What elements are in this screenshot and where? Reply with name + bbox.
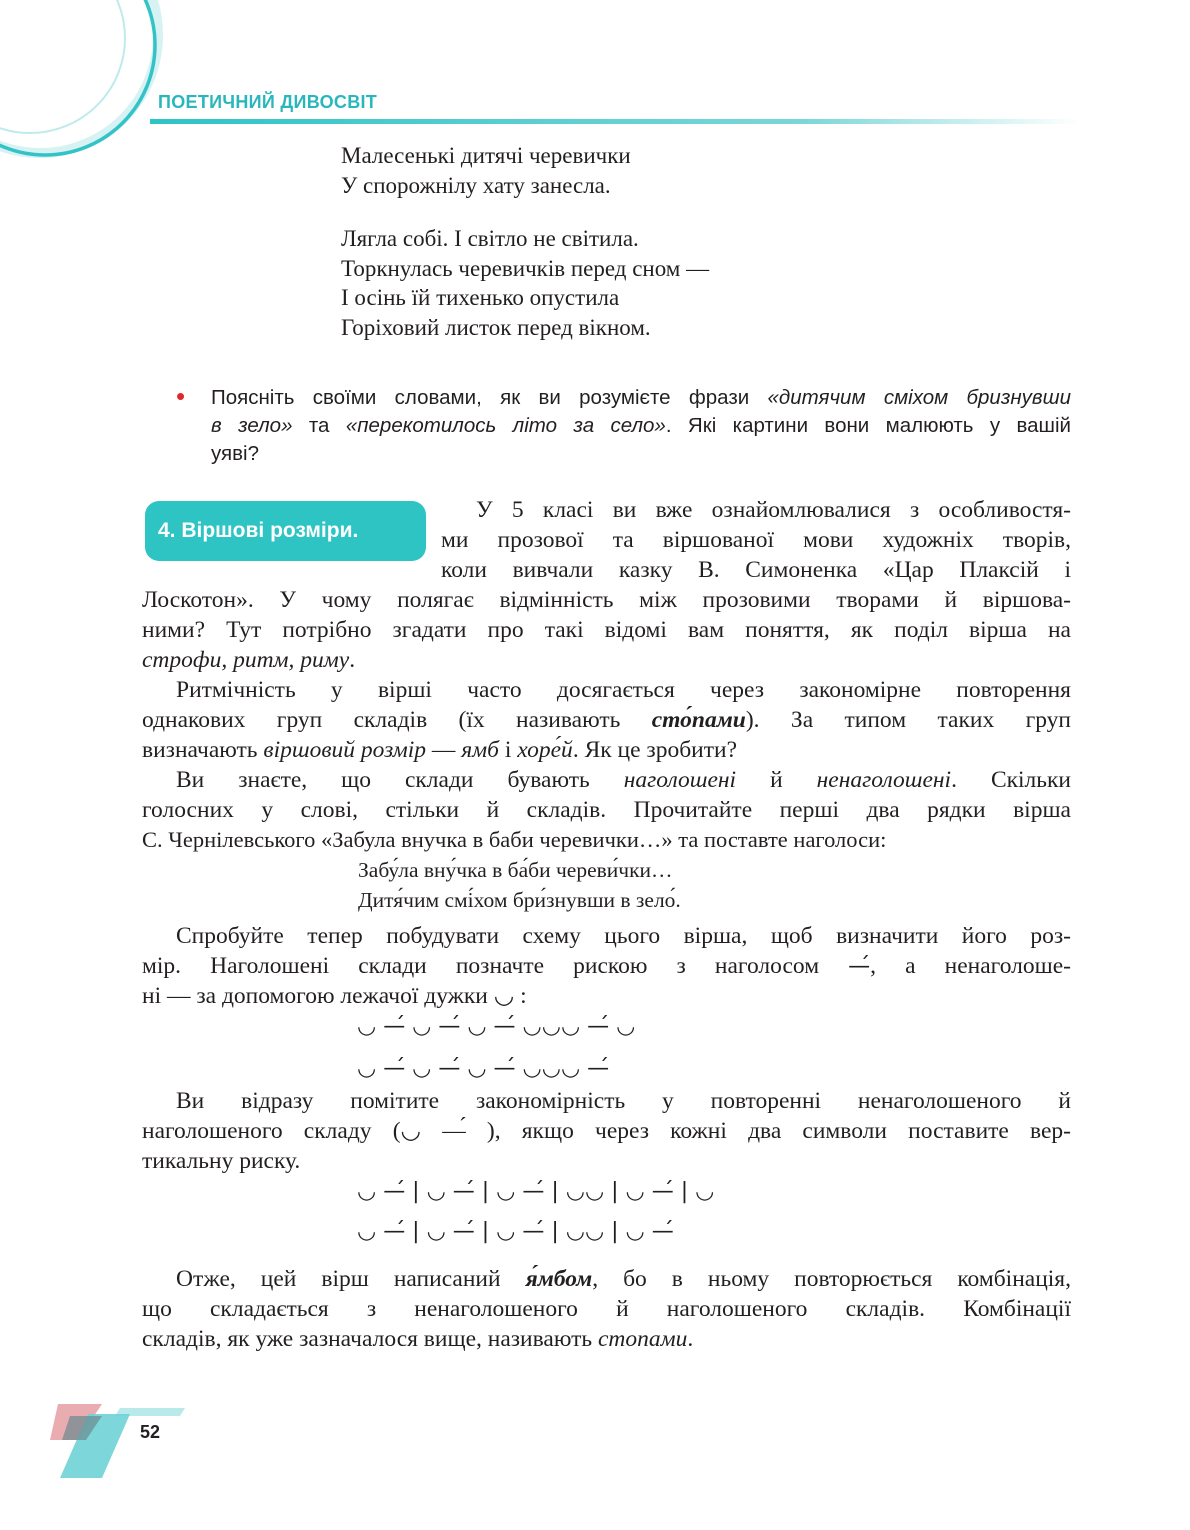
paragraph-line: тикальну риску.	[142, 1148, 301, 1174]
text: . Як це зробити?	[572, 737, 738, 763]
header-rule	[150, 119, 1080, 124]
term: ненаголошені	[816, 767, 952, 793]
paragraph-line	[142, 735, 737, 765]
term: сто́пами	[651, 707, 746, 733]
term: віршовий розмір	[263, 737, 426, 763]
paragraph-line: Лоскотон». У чому полягає відмінність між прозовими творами й віршова-	[142, 587, 1071, 613]
question-quote: «перекотилось літо за село»	[345, 414, 666, 437]
meter-scheme-line: ◡ —́ | ◡ —́ | ◡ —́ | ◡◡ | ◡ —́ | ◡	[357, 1179, 715, 1204]
stressed-syllable-symbol: —́	[848, 954, 871, 979]
text: —	[426, 737, 462, 763]
text: Отже, цей вірш написаний	[176, 1266, 526, 1292]
paragraph-line	[142, 705, 1071, 735]
meter-scheme-line: ◡ —́ ◡ —́ ◡ —́ ◡◡◡ —́	[357, 1056, 610, 1081]
question-quote: «дитячим сміхом бризнувши	[767, 386, 1071, 409]
text: , а ненаголоше-	[870, 953, 1071, 979]
term: строфи, ритм, риму	[142, 647, 350, 673]
example-line: Дитя́чим смі́хом бри́знувши в зело́.	[358, 888, 681, 912]
text: . Скільки	[951, 767, 1071, 793]
term: ямб	[461, 737, 499, 763]
question-text: та	[292, 414, 346, 437]
footer-decoration	[40, 1400, 240, 1490]
paragraph-line: Ви відразу помітите закономірність у повторенні ненаголошеного й	[176, 1088, 1071, 1114]
bullet-icon: •	[176, 381, 186, 411]
poem-line: І осінь їй тихенько опустила	[341, 285, 620, 310]
paragraph-line: Ритмічність у вірші часто досягається через закономірне повторення	[176, 677, 1071, 703]
poem-line: Лягла собі. І світло не світила.	[341, 226, 639, 251]
question-line	[211, 411, 1071, 440]
section-badge	[145, 501, 426, 561]
paragraph-line	[142, 951, 1071, 982]
example-line: Забу́ла вну́чка в ба́би череви́чки…	[358, 858, 673, 882]
paragraph-line: У 5 класі ви вже ознайомлювалися з особливостя-	[476, 497, 1071, 523]
header-decoration	[0, 0, 200, 170]
paragraph-line: наголошеного складу (◡ —́ ), якщо через кожні два символи поставите вер-	[142, 1118, 1071, 1144]
punct: .	[349, 647, 356, 673]
text: , бо в ньому повторюється комбінація,	[592, 1266, 1071, 1292]
meter-scheme-line: ◡ —́ ◡ —́ ◡ —́ ◡◡◡ —́ ◡	[357, 1014, 636, 1039]
paragraph-line: що складається з ненаголошеного й наголошеного складів. Комбінації	[142, 1296, 1071, 1322]
paragraph-line: коли вивчали казку В. Симоненка «Цар Плаксій і	[441, 557, 1071, 583]
text: визначають	[142, 737, 264, 763]
page-number: 52	[140, 1422, 161, 1442]
paragraph-line: ми прозової та віршованої мови художніх творів,	[441, 527, 1071, 553]
poem-line: У спорожнілу хату занесла.	[341, 173, 611, 198]
section-title: 4. Віршові розміри.	[158, 519, 359, 542]
paragraph-line	[142, 1324, 693, 1354]
poem-line: Малесенькі дитячі черевички	[341, 143, 631, 168]
term: наголошені	[623, 767, 737, 793]
poem-line: Горіховий листок перед вікном.	[341, 315, 651, 340]
text: ). За типом таких груп	[745, 707, 1071, 733]
text: й	[736, 767, 817, 793]
question-text: . Які картини вони малюють у вашій	[665, 414, 1072, 437]
paragraph-line: Спробуйте тепер побудувати схему цього вірша, щоб визначити його роз-	[176, 923, 1071, 949]
text: однакових груп складів (їх називають	[142, 707, 652, 733]
paragraph-line: ні — за допомогою лежачої дужки ◡ :	[142, 983, 527, 1009]
text: Ви знаєте, що склади бувають	[176, 767, 624, 793]
poem-line: Торкнулась черевичків перед сном —	[341, 256, 710, 281]
running-title: ПОЕТИЧНИЙ ДИВОСВІТ	[158, 92, 378, 112]
text: .	[687, 1326, 694, 1352]
term: стопами	[597, 1326, 688, 1352]
question-line	[211, 383, 1071, 412]
text: мір. Наголошені склади позначте рискою з наголосом	[142, 953, 849, 979]
paragraph-line: ними? Тут потрібно згадати про такі відомі вам поняття, як поділ вірша на	[142, 617, 1071, 643]
question-line: уяві?	[211, 442, 259, 465]
text: складів, як уже зазначалося вище, називають	[142, 1326, 598, 1352]
text: і	[499, 737, 518, 763]
paragraph-line	[176, 765, 1071, 795]
meter-scheme-line: ◡ —́ | ◡ —́ | ◡ —́ | ◡◡ | ◡ —́	[357, 1219, 674, 1244]
paragraph-line: С. Чернілевського «Забула внучка в баби черевички…» та поставте наголоси:	[142, 827, 887, 852]
paragraph-line	[176, 1264, 1071, 1294]
question-text: Поясніть своїми словами, як ви розумієте фрази	[211, 386, 768, 409]
paragraph-line: голосних у слові, стільки й складів. Прочитайте перші два рядки вірша	[142, 797, 1071, 823]
paragraph-line	[142, 645, 355, 675]
term: я́мбом	[525, 1266, 593, 1292]
term: хоре́й	[517, 737, 573, 763]
question-quote: в зело»	[211, 414, 293, 437]
